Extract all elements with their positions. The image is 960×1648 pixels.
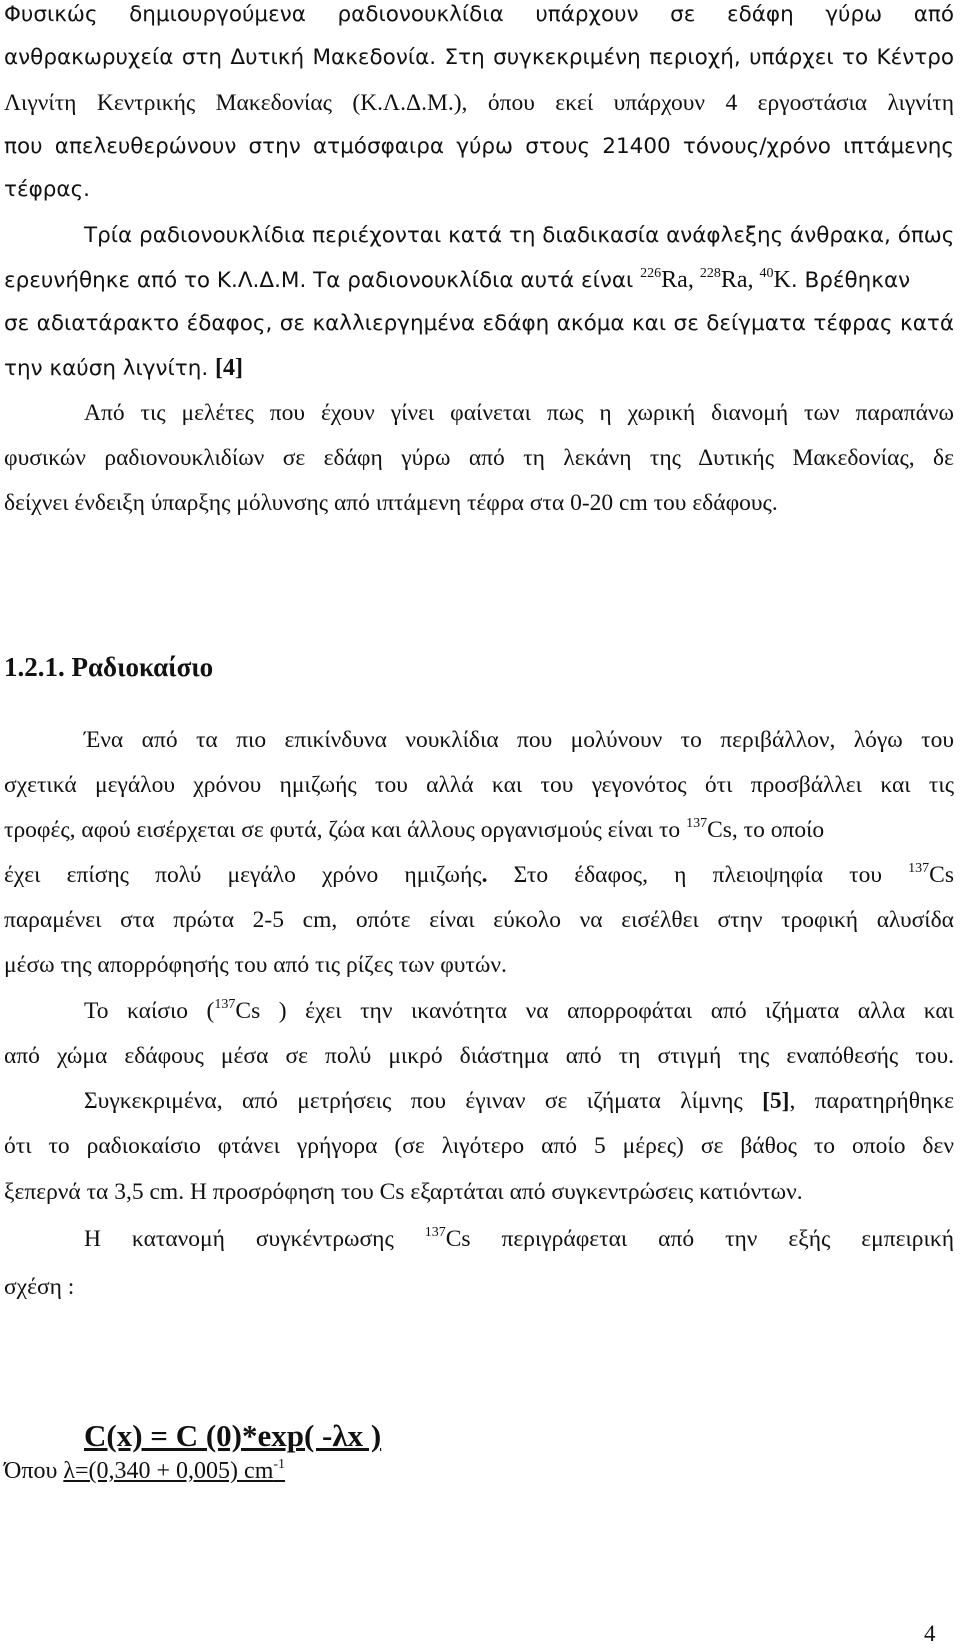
- isotope-ra226-symbol: Ra,: [661, 267, 700, 293]
- paragraph-5-line-1: [84, 996, 954, 1026]
- isotope-cs137-mass-2: 137: [908, 861, 930, 876]
- paragraph-4-line-4: [4, 860, 954, 890]
- paragraph-4-text-a: τροφές, αφού εισέρχεται σε φυτά, ζώα και άλλους οργανισμούς είναι το: [4, 817, 687, 843]
- paragraph-7-line-1: [84, 1224, 954, 1254]
- paragraph-7-line-2: σχέση :: [4, 1274, 75, 1300]
- paragraph-5-text-a: Το καίσιο (: [84, 998, 215, 1024]
- isotope-ra226-mass: 226: [640, 266, 662, 281]
- paragraph-2-text-a: ερευνήθηκε από το Κ.Λ.Δ.Μ. Τα ραδιονουκλίδια αυτά είναι: [4, 268, 641, 293]
- paragraph-4-line-6: μέσω της απορρόφησής του από τις ρίζες των φυτών.: [4, 952, 507, 978]
- lambda-prefix: Όπου: [4, 1458, 64, 1484]
- paragraph-3-line-1: Από τις μελέτες που έχουν γίνει φαίνεται πως η χωρική διανομή των παραπάνω: [84, 400, 954, 426]
- isotope-cs137-mass-3: 137: [214, 997, 236, 1012]
- lambda-exponent: -1: [273, 1457, 286, 1472]
- paragraph-3-line-3: δείχνει ένδειξη ύπαρξης μόλυνσης από ιπτάμενη τέφρα στα 0-20 cm του εδάφους.: [4, 490, 778, 516]
- paragraph-6-line-3: ξεπερνά τα 3,5 cm. Η προσρόφηση του Cs εξαρτάται από συγκεντρώσεις κατιόντων.: [4, 1179, 803, 1205]
- page-number: 4: [924, 1621, 936, 1646]
- section-heading: 1.2.1. Ραδιοκαίσιο: [4, 652, 214, 682]
- paragraph-6-text-a: Συγκεκριμένα, από μετρήσεις που έγιναν σε ιζήματα λίμνης: [84, 1088, 763, 1114]
- paragraph-5-line-2: από χώμα εδάφους μέσα σε πολύ μικρό διάστημα από τη στιγμή της εναπόθεσής του.: [4, 1043, 954, 1069]
- citation-5: [5]: [762, 1088, 790, 1114]
- lambda-definition: [4, 1456, 285, 1486]
- paragraph-6-text-b: , παρατηρήθηκε: [789, 1088, 954, 1114]
- paragraph-4-text-b: Cs, το οποίο: [707, 817, 825, 843]
- isotope-cs137-mass: 137: [686, 816, 708, 831]
- bold-period: .: [481, 862, 488, 888]
- isotope-ra228-mass: 228: [699, 266, 721, 281]
- paragraph-4-line-5: παραμένει στα πρώτα 2-5 cm, οπότε είναι εύκολο να εισέλθει στην τροφική αλυσίδα: [4, 907, 954, 933]
- paragraph-1-line-5: τέφρας.: [4, 177, 91, 202]
- paragraph-4-text-d: Στο έδαφος, η πλειοψηφία του: [487, 862, 909, 888]
- paragraph-2-line-4: [4, 353, 954, 384]
- paragraph-2-text-b: . Βρέθηκαν: [790, 268, 911, 293]
- lambda-value: λ=(0,340 + 0,005) cm: [63, 1458, 274, 1484]
- paragraph-4-line-3: [4, 815, 954, 845]
- isotope-cs137-mass-4: 137: [424, 1225, 446, 1240]
- paragraph-4-line-2: σχετικά μεγάλου χρόνου ημιζωής του αλλά και του γεγονότος ότι προσβάλλει και τις: [4, 772, 954, 798]
- paragraph-2-line-3: σε αδιατάρακτο έδαφος, σε καλλιεργημένα εδάφη ακόμα και σε δείγματα τέφρας κατά: [4, 311, 954, 336]
- lambda-expression: [63, 1458, 285, 1484]
- paragraph-6-line-2: ότι το ραδιοκαίσιο φτάνει γρήγορα (σε λιγότερο από 5 μέρες) σε βάθος το οποίο δεν: [4, 1133, 954, 1159]
- paragraph-1-line-1: Φυσικώς δημιουργούμενα ραδιονουκλίδια υπάρχουν σε εδάφη γύρω από: [4, 2, 954, 27]
- paragraph-3-line-2: φυσικών ραδιονουκλιδίων σε εδάφη γύρω από τη λεκάνη της Δυτικής Μακεδονίας, δε: [4, 445, 954, 471]
- paragraph-4-text-e: Cs: [929, 862, 954, 888]
- isotope-ra228-symbol: Ra,: [720, 267, 760, 293]
- paragraph-2-line-2: [4, 265, 954, 296]
- citation-4: [4]: [215, 355, 244, 381]
- paragraph-5-text-b: Cs ) έχει την ικανότητα να απορροφάται από ιζήματα αλλα και: [235, 998, 955, 1024]
- paragraph-4-line-1: Ένα από τα πιο επικίνδυνα νουκλίδια που μολύνουν το περιβάλλον, λόγω του: [84, 727, 954, 753]
- paragraph-1-line-4: που απελευθερώνουν στην ατμόσφαιρα γύρω στους 21400 τόνους/χρόνο ιπτάμενης: [4, 134, 954, 159]
- paragraph-7-text-a: Η κατανομή συγκέντρωσης: [84, 1226, 425, 1252]
- formula: C(x) = C (0)*exp( -λx ): [84, 1418, 382, 1453]
- paragraph-7-text-b: Cs περιγράφεται από την εξής εμπειρική: [445, 1226, 954, 1252]
- paragraph-2-text-c: την καύση λιγνίτη.: [4, 356, 216, 381]
- paragraph-1-line-3: Λιγνίτη Κεντρικής Μακεδονίας (Κ.Λ.Δ.Μ.), όπου εκεί υπάρχουν 4 εργοστάσια λιγνίτη: [4, 90, 954, 116]
- paragraph-1-line-2: ανθρακωρυχεία στη Δυτική Μακεδονία. Στη συγκεκριμένη περιοχή, υπάρχει το Κέντρο: [4, 45, 954, 70]
- paragraph-6-line-1: [84, 1086, 954, 1116]
- isotope-k40-mass: 40: [759, 266, 774, 281]
- paragraph-4-text-c: έχει επίσης πολύ μεγάλο χρόνο ημιζωής: [4, 862, 482, 888]
- paragraph-2-line-1: Τρία ραδιονουκλίδια περιέχονται κατά τη διαδικασία ανάφλεξης άνθρακα, όπως: [84, 223, 955, 248]
- isotope-k40-symbol: K: [773, 267, 791, 293]
